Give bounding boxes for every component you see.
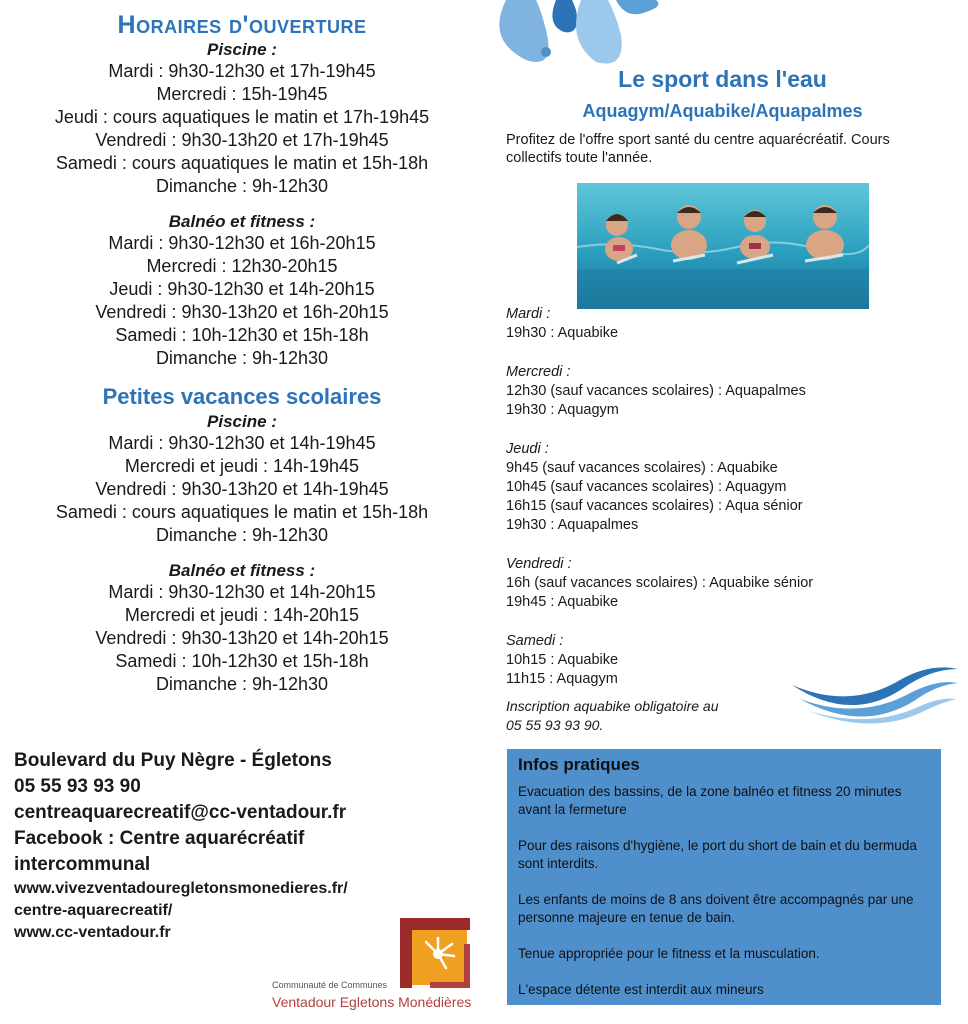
facebook-link[interactable]: Facebook : Centre aquarécréatif <box>14 828 305 849</box>
hours-line: Dimanche : 9h-12h30 <box>155 348 329 368</box>
sport-intro: Profitez de l'offre sport santé du centre aquarécréatif. Cours collectifs toute l'année. <box>506 132 890 166</box>
info-item: Pour des raisons d'hygiène, le port du short de bain et du bermuda sont interdits. <box>518 838 917 871</box>
hours-line: Mardi : 9h30-12h30 et 17h-19h45 <box>108 61 376 81</box>
hours-line: Mardi : 9h30-12h30 et 16h-20h15 <box>108 233 376 253</box>
schedule-day: Samedi : <box>506 633 564 649</box>
schedule-item: 10h15 : Aquabike <box>506 652 619 668</box>
schedule-item: 16h (sauf vacances scolaires) : Aquabike sénior <box>506 575 814 591</box>
schedule-item: 16h15 (sauf vacances scolaires) : Aqua sénior <box>506 498 803 514</box>
hours-line: Vendredi : 9h30-13h20 et 17h-19h45 <box>95 130 389 150</box>
phone-number: 05 55 93 93 90 <box>14 776 141 797</box>
practical-info-panel <box>507 749 941 1005</box>
info-item: Evacuation des bassins, de la zone balnéo et fitness 20 minutes avant la fermeture <box>518 784 902 817</box>
aquabike-photo <box>577 183 869 309</box>
community-logo <box>272 914 477 1014</box>
logo-small-text: Communauté de Communes <box>272 980 388 990</box>
schedule-item: 19h30 : Aquagym <box>506 402 619 418</box>
schedule-day: Jeudi : <box>506 441 549 457</box>
info-item: L'espace détente est interdit aux mineurs <box>518 982 764 997</box>
schedule-day: Mardi : <box>506 306 551 322</box>
hours-line: Mercredi et jeudi : 14h-19h45 <box>124 456 360 476</box>
hours-line: Dimanche : 9h-12h30 <box>155 674 329 694</box>
website-link[interactable]: www.vivezventadouregletonsmonedieres.fr/ <box>14 880 348 897</box>
hours-line: Samedi : 10h-12h30 et 15h-18h <box>115 325 369 345</box>
schedule-day: Vendredi : <box>506 556 572 572</box>
schedule-item: 19h45 : Aquabike <box>506 594 619 610</box>
hours-line: Vendredi : 9h30-13h20 et 14h-19h45 <box>95 479 389 499</box>
practical-info-list <box>518 783 930 1017</box>
hours-line: Dimanche : 9h-12h30 <box>155 176 329 196</box>
hours-line: Jeudi : 9h30-12h30 et 14h-20h15 <box>109 279 375 299</box>
wave-decoration <box>790 655 960 725</box>
hours-line: Mercredi : 12h30-20h15 <box>146 256 338 276</box>
school-holidays-title: Petites vacances scolaires <box>102 384 382 409</box>
hours-line: Mercredi et jeudi : 14h-20h15 <box>124 605 360 625</box>
sport-title: Le sport dans l'eau <box>618 66 827 92</box>
schedule-item: 11h15 : Aquagym <box>506 671 618 687</box>
info-item: Tenue appropriée pour le fitness et la musculation. <box>518 946 820 961</box>
hours-line: Samedi : cours aquatiques le matin et 15h-18h <box>55 502 429 522</box>
email-link[interactable]: centreaquarecreatif@cc-ventadour.fr <box>14 802 347 823</box>
opening-hours-title: Horaires d'ouverture <box>117 11 367 39</box>
sun-logo-icon <box>400 918 470 988</box>
registration-note-line1: Inscription aquabike obligatoire au <box>506 698 719 714</box>
piscine-label: Piscine : <box>207 40 277 59</box>
info-item: Les enfants de moins de 8 ans doivent être accompagnés par une personne majeure en tenue de bain. <box>518 892 914 925</box>
registration-phone: 05 55 93 93 90. <box>506 717 604 733</box>
schedule-item: 10h45 (sauf vacances scolaires) : Aquagym <box>506 479 787 495</box>
hours-line: Samedi : 10h-12h30 et 15h-18h <box>115 651 369 671</box>
hours-line: Mardi : 9h30-12h30 et 14h-19h45 <box>108 433 376 453</box>
facebook-link-cont[interactable]: intercommunal <box>14 854 151 875</box>
hours-column <box>0 10 484 696</box>
balneo-label: Balnéo et fitness : <box>168 212 316 231</box>
hours-line: Mercredi : 15h-19h45 <box>156 84 328 104</box>
class-schedule <box>506 305 856 689</box>
piscine-label: Piscine : <box>207 412 277 431</box>
balneo-label: Balnéo et fitness : <box>168 561 316 580</box>
hours-line: Dimanche : 9h-12h30 <box>155 525 329 545</box>
practical-info-title: Infos pratiques <box>518 755 640 774</box>
schedule-item: 19h30 : Aquapalmes <box>506 517 639 533</box>
schedule-item: 12h30 (sauf vacances scolaires) : Aquapalmes <box>506 383 806 399</box>
sport-subtitle: Aquagym/Aquabike/Aquapalmes <box>582 101 863 121</box>
logo-name: Ventadour Egletons Monédières <box>272 994 472 1010</box>
hours-line: Mardi : 9h30-12h30 et 14h-20h15 <box>108 582 376 602</box>
schedule-item: 19h30 : Aquabike <box>506 325 619 341</box>
hours-line: Jeudi : cours aquatiques le matin et 17h-19h45 <box>54 107 430 127</box>
schedule-day: Mercredi : <box>506 364 571 380</box>
registration-note <box>506 697 718 735</box>
cc-website-link[interactable]: www.cc-ventadour.fr <box>14 924 171 941</box>
hours-line: Vendredi : 9h30-13h20 et 16h-20h15 <box>95 302 389 322</box>
address: Boulevard du Puy Nègre - Égletons <box>14 750 332 771</box>
schedule-item: 9h45 (sauf vacances scolaires) : Aquabike <box>506 460 778 476</box>
website-link-cont[interactable]: centre-aquarecreatif/ <box>14 902 173 919</box>
hours-line: Samedi : cours aquatiques le matin et 15h-18h <box>55 153 429 173</box>
hours-line: Vendredi : 9h30-13h20 et 14h-20h15 <box>95 628 389 648</box>
